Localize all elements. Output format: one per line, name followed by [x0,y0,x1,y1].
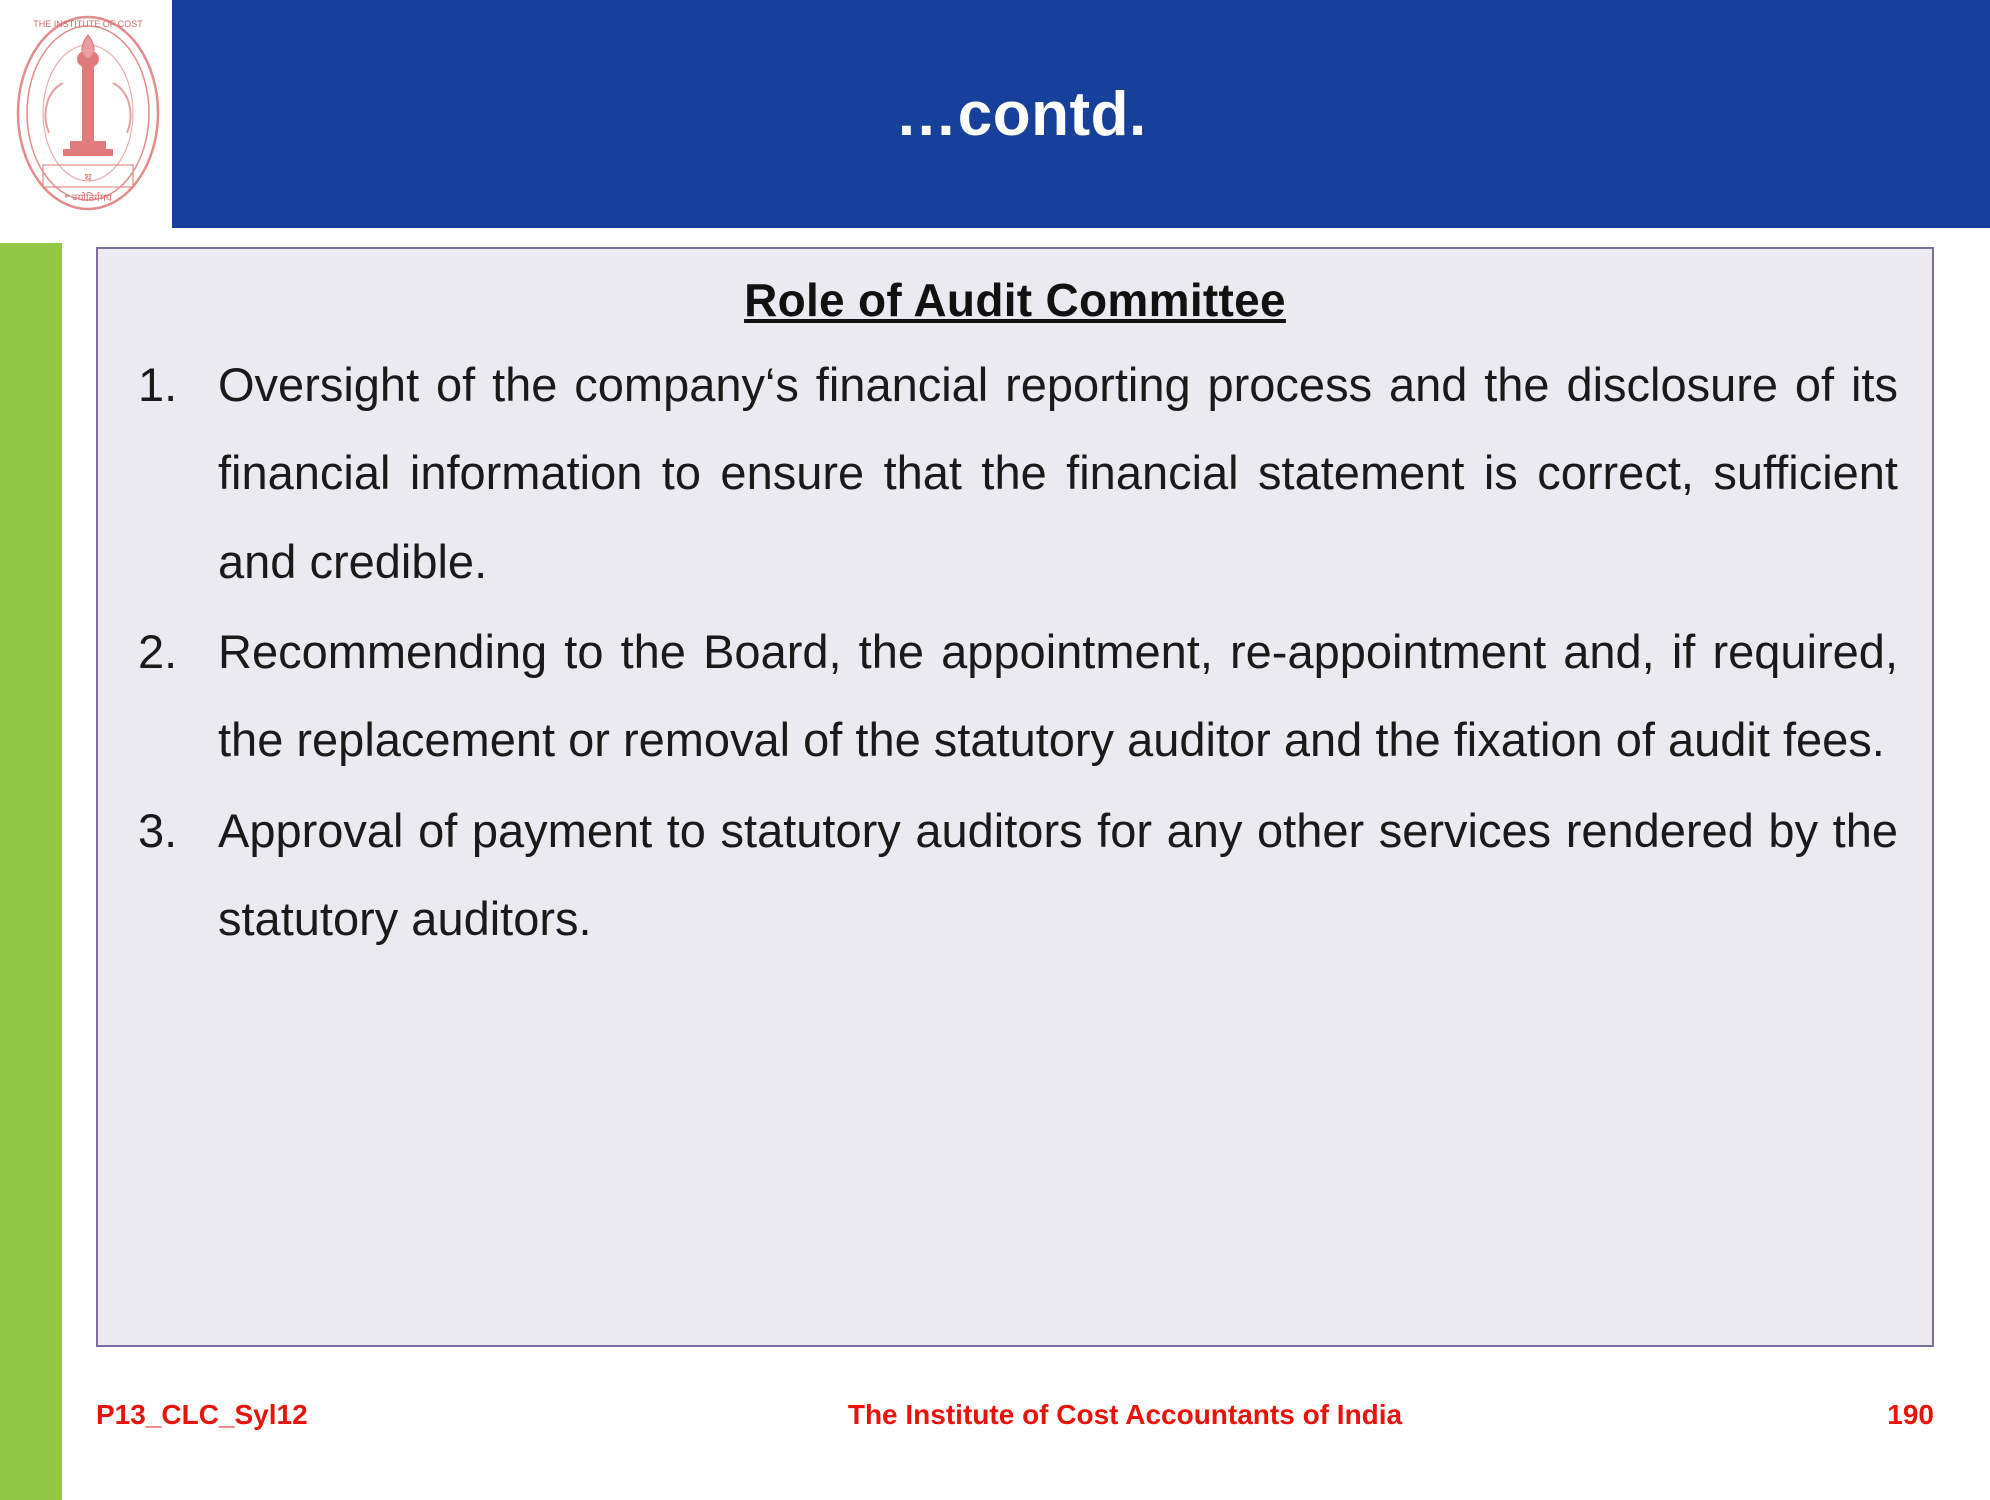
card-title: Role of Audit Committee [744,274,1286,326]
slide-title: …contd. [895,79,1147,149]
svg-text:THE INSTITUTE OF COST: THE INSTITUTE OF COST [33,19,143,29]
slide-footer [96,1390,1934,1440]
list-item [132,787,1898,964]
list-item-text: Approval of payment to statutory auditors for any other services rendered by the statutory auditors. [218,803,1898,946]
list-item-number: 1. [138,358,178,411]
list-item-number: 3. [138,803,178,857]
list-item [132,608,1898,785]
institute-logo [6,4,170,232]
content-card [96,247,1934,1347]
svg-text:* ज्योतिर्गमय: * ज्योतिर्गमय [64,193,112,204]
left-accent-bar [0,243,62,1500]
footer-institute-name: The Institute of Cost Accountants of India [847,1399,1403,1430]
list-item [132,341,1898,606]
list-item-text: Recommending to the Board, the appointment, re-appointment and, if required, the replacement or removal of the statutory auditor and the fixation of audit fees. [218,625,1898,767]
points-list [132,341,1898,964]
footer-page-number: 190 [1887,1399,1934,1430]
institute-logo-icon [13,13,163,223]
slide-header-band [172,0,1990,228]
footer-course-code: P13_CLC_Syl12 [96,1399,308,1430]
list-item-number: 2. [138,625,178,679]
svg-text:थ: थ [84,172,92,184]
list-item-text: Oversight of the company‘s financial reporting process and the disclosure of its financial information to ensure that the financial statement is correct, sufficient and credible. [218,358,1898,588]
